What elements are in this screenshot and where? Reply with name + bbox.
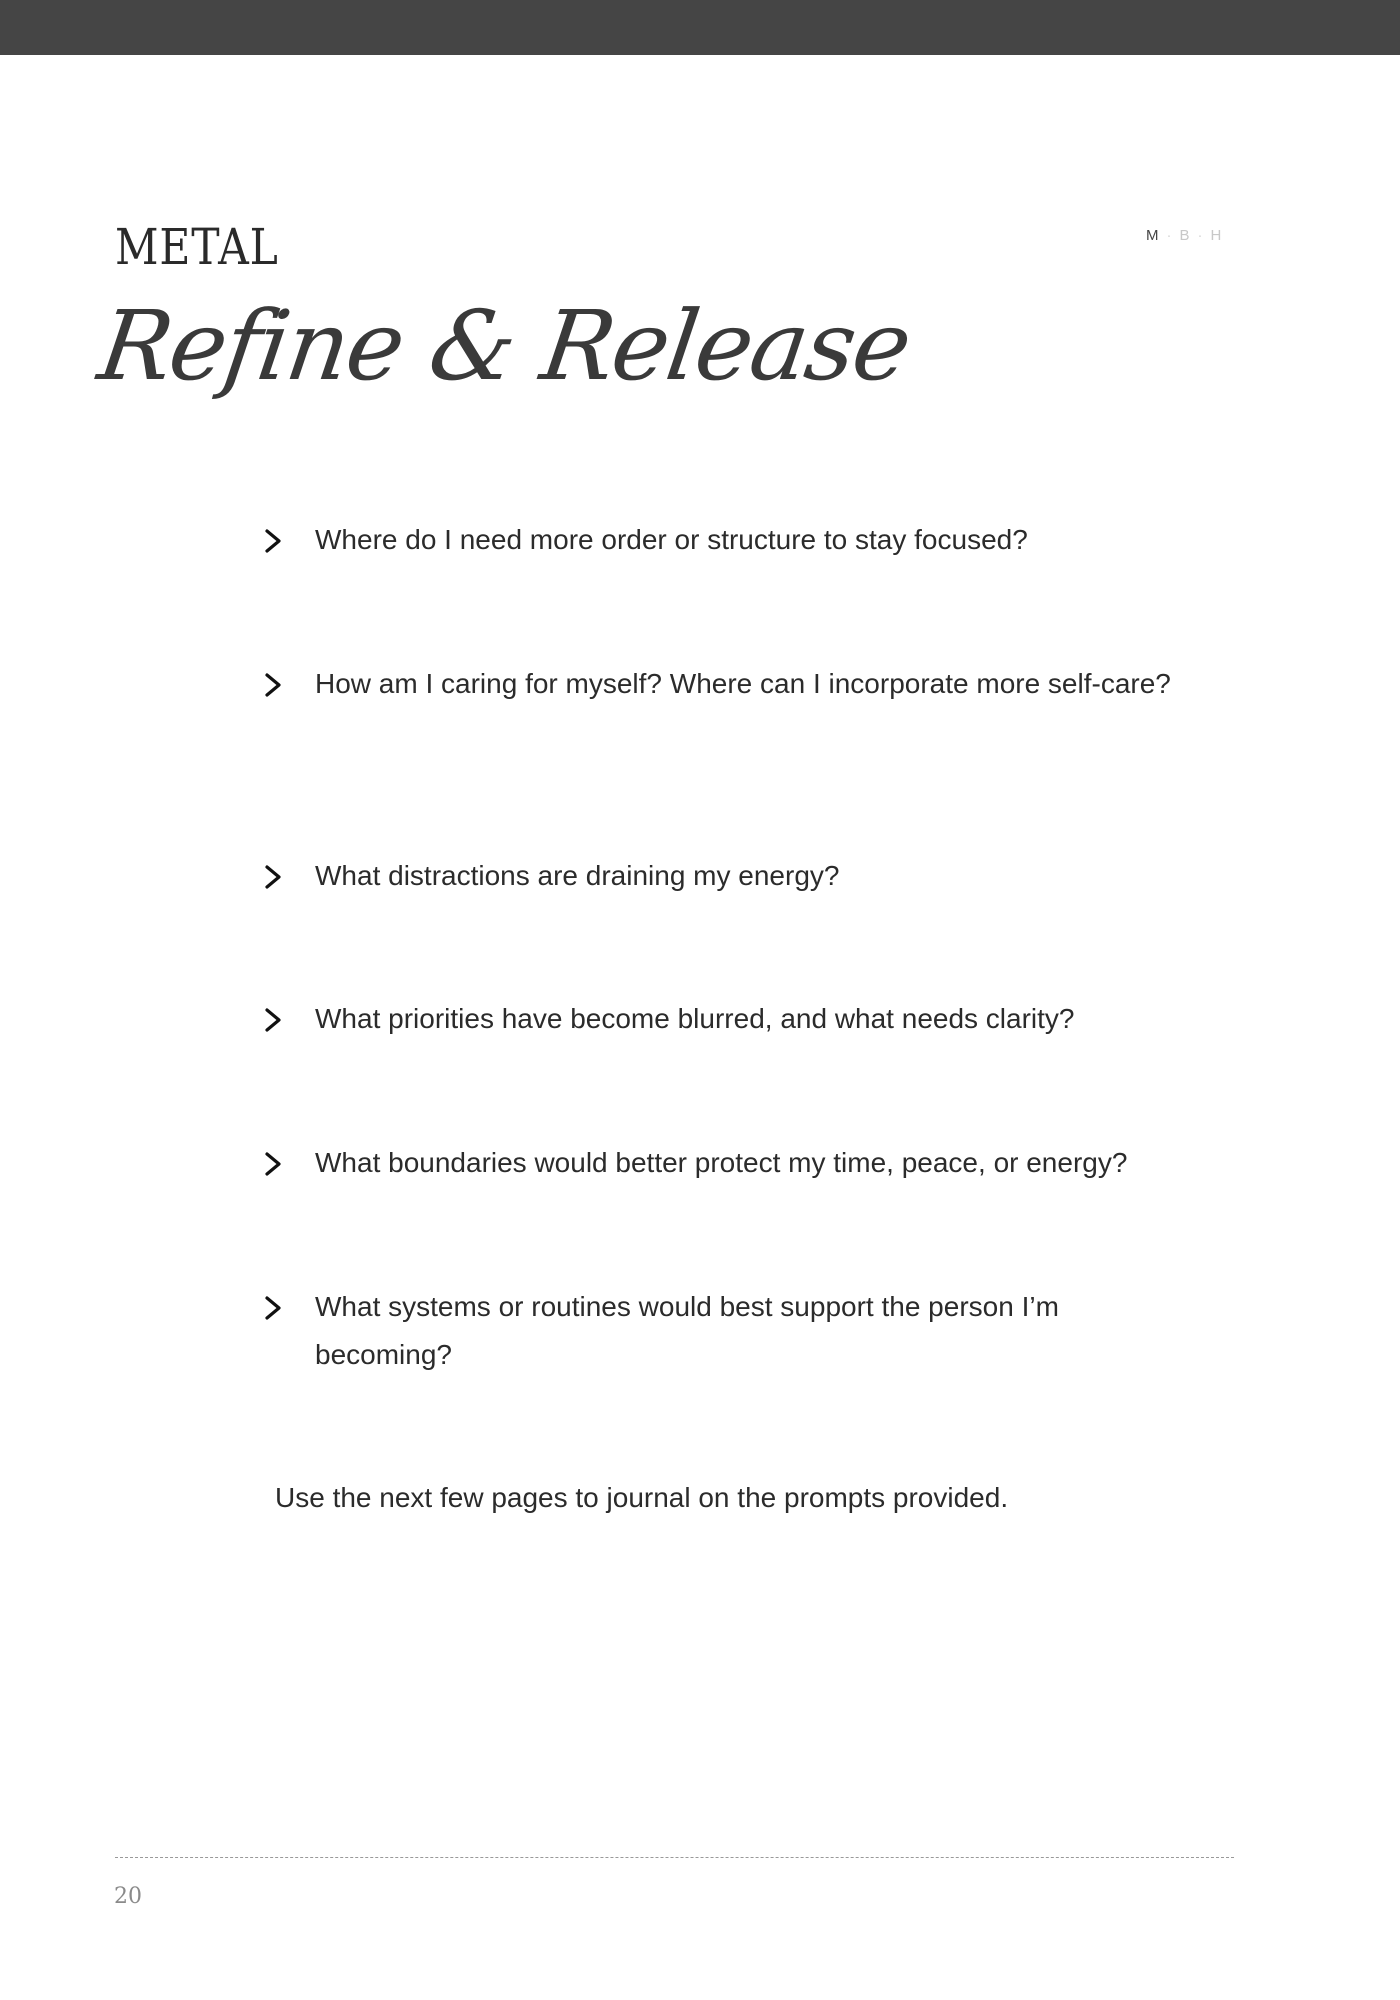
prompt-item bbox=[258, 995, 1238, 1043]
chevron-right-icon bbox=[258, 1005, 288, 1035]
chevron-right-icon bbox=[258, 670, 288, 700]
chevron-right-icon bbox=[258, 1293, 288, 1323]
section-nav bbox=[1146, 227, 1223, 244]
prompt-text: What priorities have become blurred, and what needs clarity? bbox=[315, 1003, 1075, 1034]
prompt-text: What boundaries would better protect my time, peace, or energy? bbox=[315, 1147, 1128, 1178]
chevron-right-icon bbox=[258, 526, 288, 556]
prompt-text: What distractions are draining my energy? bbox=[315, 860, 840, 891]
nav-separator: · bbox=[1197, 227, 1205, 244]
nav-separator: · bbox=[1166, 227, 1174, 244]
prompt-text: What systems or routines would best support the person I’m becoming? bbox=[315, 1291, 1059, 1370]
prompt-item bbox=[258, 660, 1238, 708]
nav-item-m[interactable]: M bbox=[1146, 227, 1161, 244]
prompt-text: Where do I need more order or structure to stay focused? bbox=[315, 524, 1028, 555]
prompt-item bbox=[258, 852, 1238, 900]
section-title: METAL bbox=[115, 218, 279, 276]
prompt-item bbox=[258, 1283, 1238, 1379]
chevron-right-icon bbox=[258, 1149, 288, 1179]
prompt-item bbox=[258, 516, 1238, 564]
prompt-text: How am I caring for myself? Where can I incorporate more self-care? bbox=[315, 668, 1171, 699]
prompt-item bbox=[258, 1139, 1238, 1187]
chevron-right-icon bbox=[258, 862, 288, 892]
nav-item-b[interactable]: B bbox=[1179, 227, 1192, 244]
top-bar bbox=[0, 0, 1400, 55]
script-title: Refine & Release bbox=[92, 290, 917, 402]
nav-item-h[interactable]: H bbox=[1210, 227, 1224, 244]
footer-note: Use the next few pages to journal on the prompts provided. bbox=[275, 1482, 1009, 1513]
footer-divider bbox=[115, 1857, 1234, 1858]
page-number: 20 bbox=[114, 1884, 142, 1909]
